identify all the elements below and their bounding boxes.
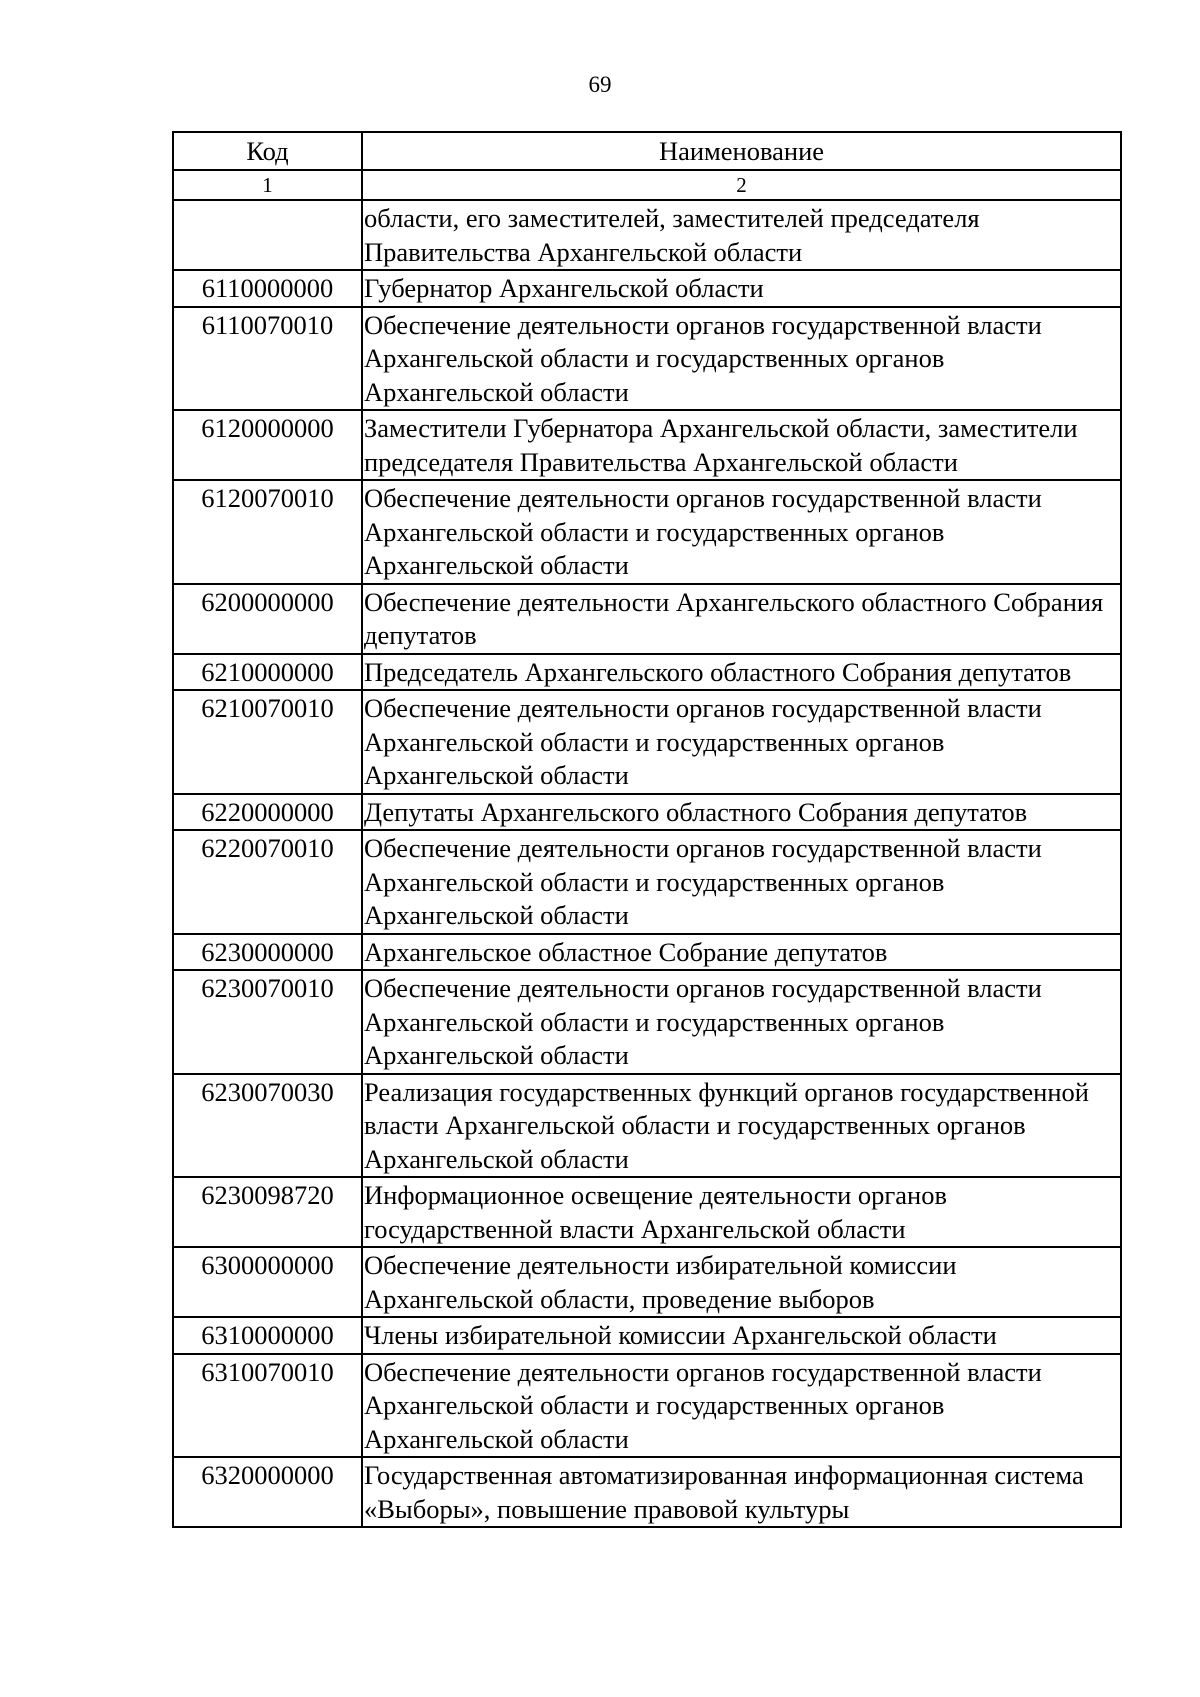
row-code: 6230098720 (173, 1177, 362, 1247)
table-row (173, 934, 1121, 971)
column-number-row (173, 170, 1121, 200)
row-name: Депутаты Архангельского областного Собрания депутатов (362, 794, 1121, 831)
row-name: Обеспечение деятельности Архангельского областного Собрания депутатов (362, 584, 1121, 654)
table-row (173, 1457, 1121, 1527)
row-code: 6210070010 (173, 690, 362, 794)
row-name: Обеспечение деятельности органов государственной власти Архангельской области и государственных органов Архангельской области (362, 970, 1121, 1074)
budget-code-table (172, 131, 1122, 1528)
row-code: 6110000000 (173, 270, 362, 307)
row-name: Информационное освещение деятельности органов государственной власти Архангельской области (362, 1177, 1121, 1247)
row-name: области, его заместителей, заместителей председателя Правительства Архангельской области (362, 200, 1121, 270)
page-number: 69 (588, 72, 612, 97)
row-name: Обеспечение деятельности органов государственной власти Архангельской области и государственных органов Архангельской области (362, 830, 1121, 934)
table-row (173, 970, 1121, 1074)
table-row (173, 1247, 1121, 1317)
row-code: 6300000000 (173, 1247, 362, 1317)
row-name: Государственная автоматизированная информационная система «Выборы», повышение правовой культуры (362, 1457, 1121, 1527)
header-row (173, 132, 1121, 170)
table-header (173, 132, 1121, 200)
row-name: Заместители Губернатора Архангельской области, заместители председателя Правительства Архангельской области (362, 410, 1121, 480)
table-body (173, 200, 1121, 1527)
row-code: 6120000000 (173, 410, 362, 480)
row-code: 6230000000 (173, 934, 362, 971)
row-code: 6230070010 (173, 970, 362, 1074)
table-row (173, 794, 1121, 831)
table-row (173, 830, 1121, 934)
row-name: Председатель Архангельского областного Собрания депутатов (362, 654, 1121, 691)
column-number-code: 1 (173, 170, 362, 200)
table-row (173, 1177, 1121, 1247)
row-code: 6110070010 (173, 307, 362, 411)
row-name: Обеспечение деятельности органов государственной власти Архангельской области и государственных органов Архангельской области (362, 690, 1121, 794)
row-code: 6310070010 (173, 1354, 362, 1458)
table-row (173, 1354, 1121, 1458)
header-name: Наименование (362, 132, 1121, 170)
row-code: 6320000000 (173, 1457, 362, 1527)
row-code: 6220000000 (173, 794, 362, 831)
row-name: Архангельское областное Собрание депутатов (362, 934, 1121, 971)
table-row (173, 584, 1121, 654)
row-name: Реализация государственных функций органов государственной власти Архангельской области и государственных органов Архангельской области (362, 1074, 1121, 1178)
row-code: 6120070010 (173, 480, 362, 584)
row-code: 6200000000 (173, 584, 362, 654)
row-name: Обеспечение деятельности органов государственной власти Архангельской области и государственных органов Архангельской области (362, 480, 1121, 584)
table-row (173, 480, 1121, 584)
table-row (173, 270, 1121, 307)
row-name: Губернатор Архангельской области (362, 270, 1121, 307)
column-number-name: 2 (362, 170, 1121, 200)
row-code: 6310000000 (173, 1317, 362, 1354)
table-row (173, 410, 1121, 480)
row-code: 6230070030 (173, 1074, 362, 1178)
row-code (173, 200, 362, 270)
row-code: 6220070010 (173, 830, 362, 934)
table-row (173, 690, 1121, 794)
row-name: Члены избирательной комиссии Архангельской области (362, 1317, 1121, 1354)
row-name: Обеспечение деятельности органов государственной власти Архангельской области и государственных органов Архангельской области (362, 1354, 1121, 1458)
row-name: Обеспечение деятельности органов государственной власти Архангельской области и государственных органов Архангельской области (362, 307, 1121, 411)
table-row (173, 1317, 1121, 1354)
table-row (173, 200, 1121, 270)
table-row (173, 307, 1121, 411)
row-name: Обеспечение деятельности избирательной комиссии Архангельской области, проведение выборов (362, 1247, 1121, 1317)
header-code: Код (173, 132, 362, 170)
table-row (173, 654, 1121, 691)
table-row (173, 1074, 1121, 1178)
row-code: 6210000000 (173, 654, 362, 691)
